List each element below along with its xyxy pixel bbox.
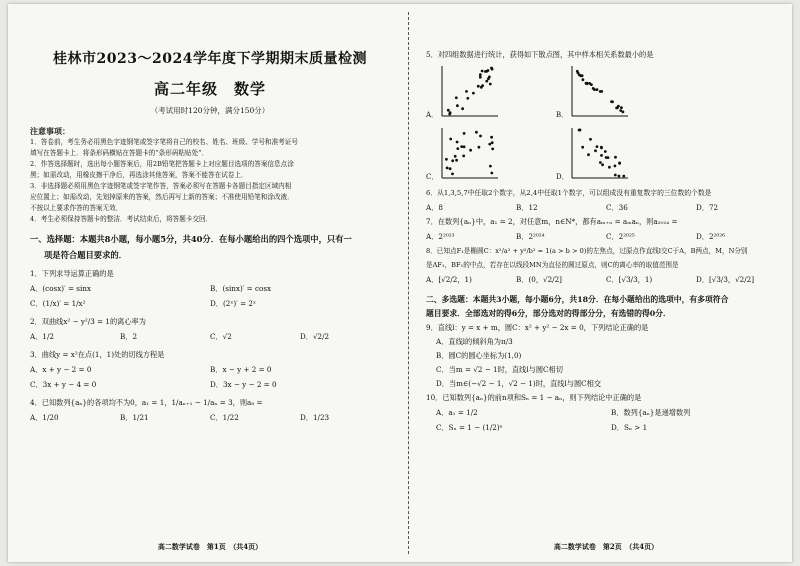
scatter-c-graphic bbox=[436, 126, 502, 182]
question-5-stem: 5．对四组数据进行统计，获得如下散点图，其中样本相关系数最小的是 bbox=[426, 50, 654, 59]
scatter-point bbox=[456, 104, 459, 107]
scatter-plot-c bbox=[426, 124, 556, 186]
scatter-point bbox=[600, 90, 603, 93]
scatter-point bbox=[469, 149, 472, 152]
question-9-stem: 9．直线l：y = x + m，圆C：x² + y² − 2x = 0，下列结论正确的是 bbox=[426, 323, 649, 332]
option-c: C．Sₙ = 1 − (1/2)ⁿ bbox=[436, 423, 503, 432]
option-d: D．2²⁰²⁶ bbox=[696, 232, 726, 241]
question-7-stem: 7．在数列{aₙ}中，a₁ = 2，对任意m，n∈N*，都有aₘ₊ₙ = aₘaₙ，则a₂₀₂₄ = bbox=[426, 217, 678, 226]
scatter-point bbox=[587, 153, 590, 156]
option-b: B．(0，√2/2] bbox=[516, 275, 562, 284]
question-6-stem: 6．从1,3,5,7中任取2个数字，从2,4中任取1个数字，可以组成没有重复数字的三位数的个数是 bbox=[426, 189, 712, 197]
scatter-point bbox=[491, 68, 494, 71]
scatter-point bbox=[454, 155, 457, 158]
scatter-c-points bbox=[445, 131, 494, 176]
scatter-point bbox=[577, 72, 580, 75]
scatter-point bbox=[600, 146, 603, 149]
note-line: 填写在答题卡上．将条形码横贴在答题卡的“条形码粘贴处”． bbox=[30, 149, 209, 157]
scatter-a-graphic bbox=[436, 64, 502, 120]
option-b: B．12 bbox=[516, 203, 538, 212]
scatter-point bbox=[475, 131, 478, 134]
note-line: 1．答卷前，考生务必用黑色字迹钢笔或签字笔将自己的校名、姓名、班级、学号和准考证号 bbox=[30, 138, 298, 146]
scatter-point bbox=[578, 129, 581, 132]
note-line: 4．考生必须保持答题卡的整洁．考试结束后，将答题卡交回． bbox=[30, 215, 213, 223]
scatter-point bbox=[481, 70, 484, 73]
option-c: C．(1/x)′ = 1/x² bbox=[30, 299, 86, 308]
plot-label: B． bbox=[556, 111, 569, 119]
page-1-footer: 高二数学试卷 第1页 （共4页） bbox=[157, 542, 263, 551]
note-line: 3．非选择题必须用黑色字迹钢笔或签字笔作答，答案必须写在答题卡各题目指定区域内相 bbox=[30, 182, 292, 190]
scatter-plot-a bbox=[426, 62, 556, 124]
scatter-point bbox=[449, 138, 452, 141]
scatter-point bbox=[489, 165, 492, 168]
scatter-point bbox=[463, 145, 466, 148]
note-line: 黑；如需改动，用橡皮擦干净后，再选涂其他答案，答案不能答在试卷上． bbox=[30, 171, 248, 179]
scatter-point bbox=[466, 97, 469, 100]
option-a: A．x + y − 2 = 0 bbox=[30, 365, 92, 374]
scatter-point bbox=[600, 154, 603, 157]
option-a: A．1/20 bbox=[30, 413, 59, 422]
option-d: D．√2/2 bbox=[300, 332, 330, 341]
option-d: D．72 bbox=[696, 203, 719, 212]
plot-label: D． bbox=[556, 173, 569, 181]
option-d: D．(2ˣ)′ = 2ˣ bbox=[210, 299, 257, 308]
option-b: B．(sinx)′ = cosx bbox=[210, 284, 272, 293]
scatter-point bbox=[447, 109, 450, 112]
scatter-point bbox=[615, 107, 618, 110]
option-a: A．a₁ = 1/2 bbox=[436, 408, 478, 417]
scatter-point bbox=[614, 156, 617, 159]
scatter-point bbox=[596, 145, 599, 148]
scatter-point bbox=[456, 141, 459, 144]
question-stem: 4．已知数列{aₙ}的各项均不为0，a₁ = 1，1/aₙ₊₁ − 1/aₙ = 3，则a₈ = bbox=[30, 398, 263, 407]
option-a: A．8 bbox=[426, 203, 443, 212]
scatter-d-points bbox=[578, 129, 626, 178]
option-d: D．Sₙ > 1 bbox=[611, 423, 648, 432]
scatter-point bbox=[619, 109, 622, 112]
scatter-point bbox=[479, 76, 482, 79]
scatter-point bbox=[614, 174, 617, 177]
scatter-point bbox=[478, 146, 481, 149]
option-c: C．3x + y − 4 = 0 bbox=[30, 380, 97, 389]
option-a: A．(cosx)′ = sinx bbox=[30, 284, 91, 293]
question-stem: 3．曲线y = x²在点(1，1)处的切线方程是 bbox=[30, 350, 165, 359]
page-2-footer: 高二数学试卷 第2页 （共4页） bbox=[553, 542, 659, 551]
question-1 bbox=[30, 267, 390, 311]
scatter-point bbox=[581, 74, 584, 77]
scatter-d-graphic bbox=[566, 126, 632, 182]
exam-sheet bbox=[8, 4, 792, 562]
scatter-plot-b bbox=[556, 62, 686, 124]
option-a: A．2²⁰²³ bbox=[426, 232, 455, 241]
option-c: C．[√3/3，1) bbox=[606, 275, 653, 284]
scatter-point bbox=[590, 83, 593, 86]
scatter-point bbox=[463, 132, 466, 135]
question-8-line: 8．已知点F₁是椭圆C：x²/a² + y²/b² = 1(a > b > 0)的左焦点，过原点作直线l交C于A，B两点，M，N分别 bbox=[426, 247, 748, 255]
section-2-line: 二、多选题：本题共3小题，每小题6分，共18分．在每小题给出的选项中，有多项符合 bbox=[426, 295, 729, 304]
scatter-point bbox=[456, 147, 459, 150]
scatter-point bbox=[480, 86, 483, 89]
scatter-point bbox=[581, 146, 584, 149]
scatter-point bbox=[462, 155, 465, 158]
page-2 bbox=[426, 10, 786, 554]
plot-label: A． bbox=[426, 111, 439, 119]
option-c: C．36 bbox=[606, 203, 628, 212]
option-c: C．√2 bbox=[210, 332, 232, 341]
question-stem: 2．双曲线x² − y²/3 = 1的离心率为 bbox=[30, 317, 146, 326]
question-4 bbox=[30, 396, 390, 425]
scatter-point bbox=[477, 85, 480, 88]
question-10-stem: 10．已知数列{aₙ}的前n项和Sₙ = 1 − aₙ，则下列结论中正确的是 bbox=[426, 393, 642, 402]
section-1-heading bbox=[30, 231, 390, 263]
scatter-point bbox=[484, 70, 487, 73]
scatter-point bbox=[448, 113, 451, 116]
option-d: D．当m∈(−√2 − 1，√2 − 1)时，直线l与圆C相交 bbox=[436, 379, 602, 388]
scatter-point bbox=[491, 141, 494, 144]
page-1 bbox=[30, 10, 390, 554]
scatter-point bbox=[594, 149, 597, 152]
scatter-point bbox=[446, 167, 449, 170]
notes-list bbox=[30, 137, 390, 225]
scatter-point bbox=[491, 148, 494, 151]
scatter-point bbox=[614, 165, 617, 168]
option-d: D．3x − y − 2 = 0 bbox=[210, 380, 277, 389]
question-3 bbox=[30, 348, 390, 392]
scatter-point bbox=[460, 145, 463, 148]
question-2 bbox=[30, 315, 390, 344]
question-8-line: 是AF₁，BF₁的中点，若存在以线段MN为直径的圆过原点，则C的离心率的取值范围是 bbox=[426, 261, 679, 269]
scatter-point bbox=[601, 163, 604, 166]
scatter-point bbox=[488, 143, 491, 146]
option-d: D．[√3/3，√2/2] bbox=[696, 275, 755, 284]
option-a: A．直线l的倾斜角为π/3 bbox=[436, 337, 513, 346]
scatter-point bbox=[449, 167, 452, 170]
scatter-point bbox=[618, 162, 621, 165]
scatter-point bbox=[488, 76, 491, 79]
scatter-plots bbox=[426, 62, 686, 186]
scatter-point bbox=[604, 150, 607, 153]
option-a: A．[√2/2，1) bbox=[426, 275, 472, 284]
note-line: 2．作答选择题时，选出每小题答案后，用2B铅笔把答题卡上对应题目选项的答案信息点涂 bbox=[30, 160, 294, 168]
option-b: B．圆C的圆心坐标为(1,0) bbox=[436, 351, 522, 360]
notes-heading: 注意事项： bbox=[30, 126, 70, 136]
option-c: C．当m = √2 − 1时，直线l与圆C相切 bbox=[436, 365, 563, 374]
option-b: B．x − y + 2 = 0 bbox=[210, 365, 272, 374]
section-1-line: 项是符合题目要求的． bbox=[44, 250, 127, 260]
option-b: B．2²⁰²⁴ bbox=[516, 232, 545, 241]
exam-title: 桂林市2023～2024学年度下学期期末质量检测 bbox=[53, 51, 367, 67]
option-d: D．1/23 bbox=[300, 413, 330, 422]
scatter-point bbox=[622, 175, 625, 178]
scatter-point bbox=[589, 138, 592, 141]
option-b: B．2 bbox=[120, 332, 138, 341]
option-a: A．1/2 bbox=[30, 332, 54, 341]
scatter-plot-d bbox=[556, 124, 686, 186]
scatter-point bbox=[487, 69, 490, 72]
note-line: 应位置上；如需改动，先划掉原来的答案，然后再写上新的答案；不准使用铅笔和涂改液． bbox=[30, 193, 294, 201]
note-line: 不按以上要求作答的答案无效． bbox=[30, 204, 123, 212]
exam-subtitle: 高二年级 数学 bbox=[153, 80, 266, 98]
option-b: B．1/21 bbox=[120, 413, 149, 422]
scatter-point bbox=[490, 136, 493, 139]
scatter-point bbox=[490, 172, 493, 175]
section-2-heading bbox=[426, 293, 786, 321]
option-c: C．2²⁰²⁵ bbox=[606, 232, 635, 241]
scatter-point bbox=[485, 80, 488, 83]
scatter-point bbox=[586, 82, 589, 85]
scatter-point bbox=[596, 88, 599, 91]
scatter-point bbox=[479, 73, 482, 76]
scatter-point bbox=[451, 173, 454, 176]
option-c: C．1/22 bbox=[210, 413, 239, 422]
scatter-point bbox=[455, 96, 458, 99]
section-2-line: 题目要求．全部选对的得6分，部分选对的得部分分，有选错的得0分． bbox=[426, 309, 671, 318]
scatter-point bbox=[445, 158, 448, 161]
scatter-point bbox=[610, 100, 613, 103]
scatter-point bbox=[582, 78, 585, 81]
scatter-point bbox=[593, 88, 596, 91]
scatter-point bbox=[620, 106, 623, 109]
scatter-point bbox=[465, 90, 468, 93]
scatter-point bbox=[479, 135, 482, 138]
scatter-point bbox=[489, 83, 492, 86]
question-stem: 1．下列求导运算正确的是 bbox=[30, 269, 114, 278]
scatter-b-graphic bbox=[566, 64, 632, 120]
scatter-point bbox=[472, 92, 475, 95]
section-1-line: 一、选择题：本题共8小题，每小题5分，共40分．在每小题给出的四个选项中，只有一 bbox=[30, 234, 352, 244]
option-b: B．数列{aₙ}是递增数列 bbox=[611, 408, 691, 417]
question-8-stem bbox=[426, 244, 786, 272]
exam-info: （考试用时120分钟，满分150分） bbox=[150, 106, 270, 115]
scatter-point bbox=[451, 159, 454, 162]
plot-label: C． bbox=[426, 173, 439, 181]
scatter-a-points bbox=[447, 67, 494, 116]
scatter-point bbox=[605, 156, 608, 159]
scatter-point bbox=[461, 107, 464, 110]
scatter-point bbox=[455, 159, 458, 162]
scatter-point bbox=[618, 175, 621, 178]
scatter-point bbox=[599, 161, 602, 164]
scatter-point bbox=[608, 166, 611, 169]
page-divider bbox=[408, 12, 409, 554]
scatter-b-points bbox=[576, 70, 624, 113]
